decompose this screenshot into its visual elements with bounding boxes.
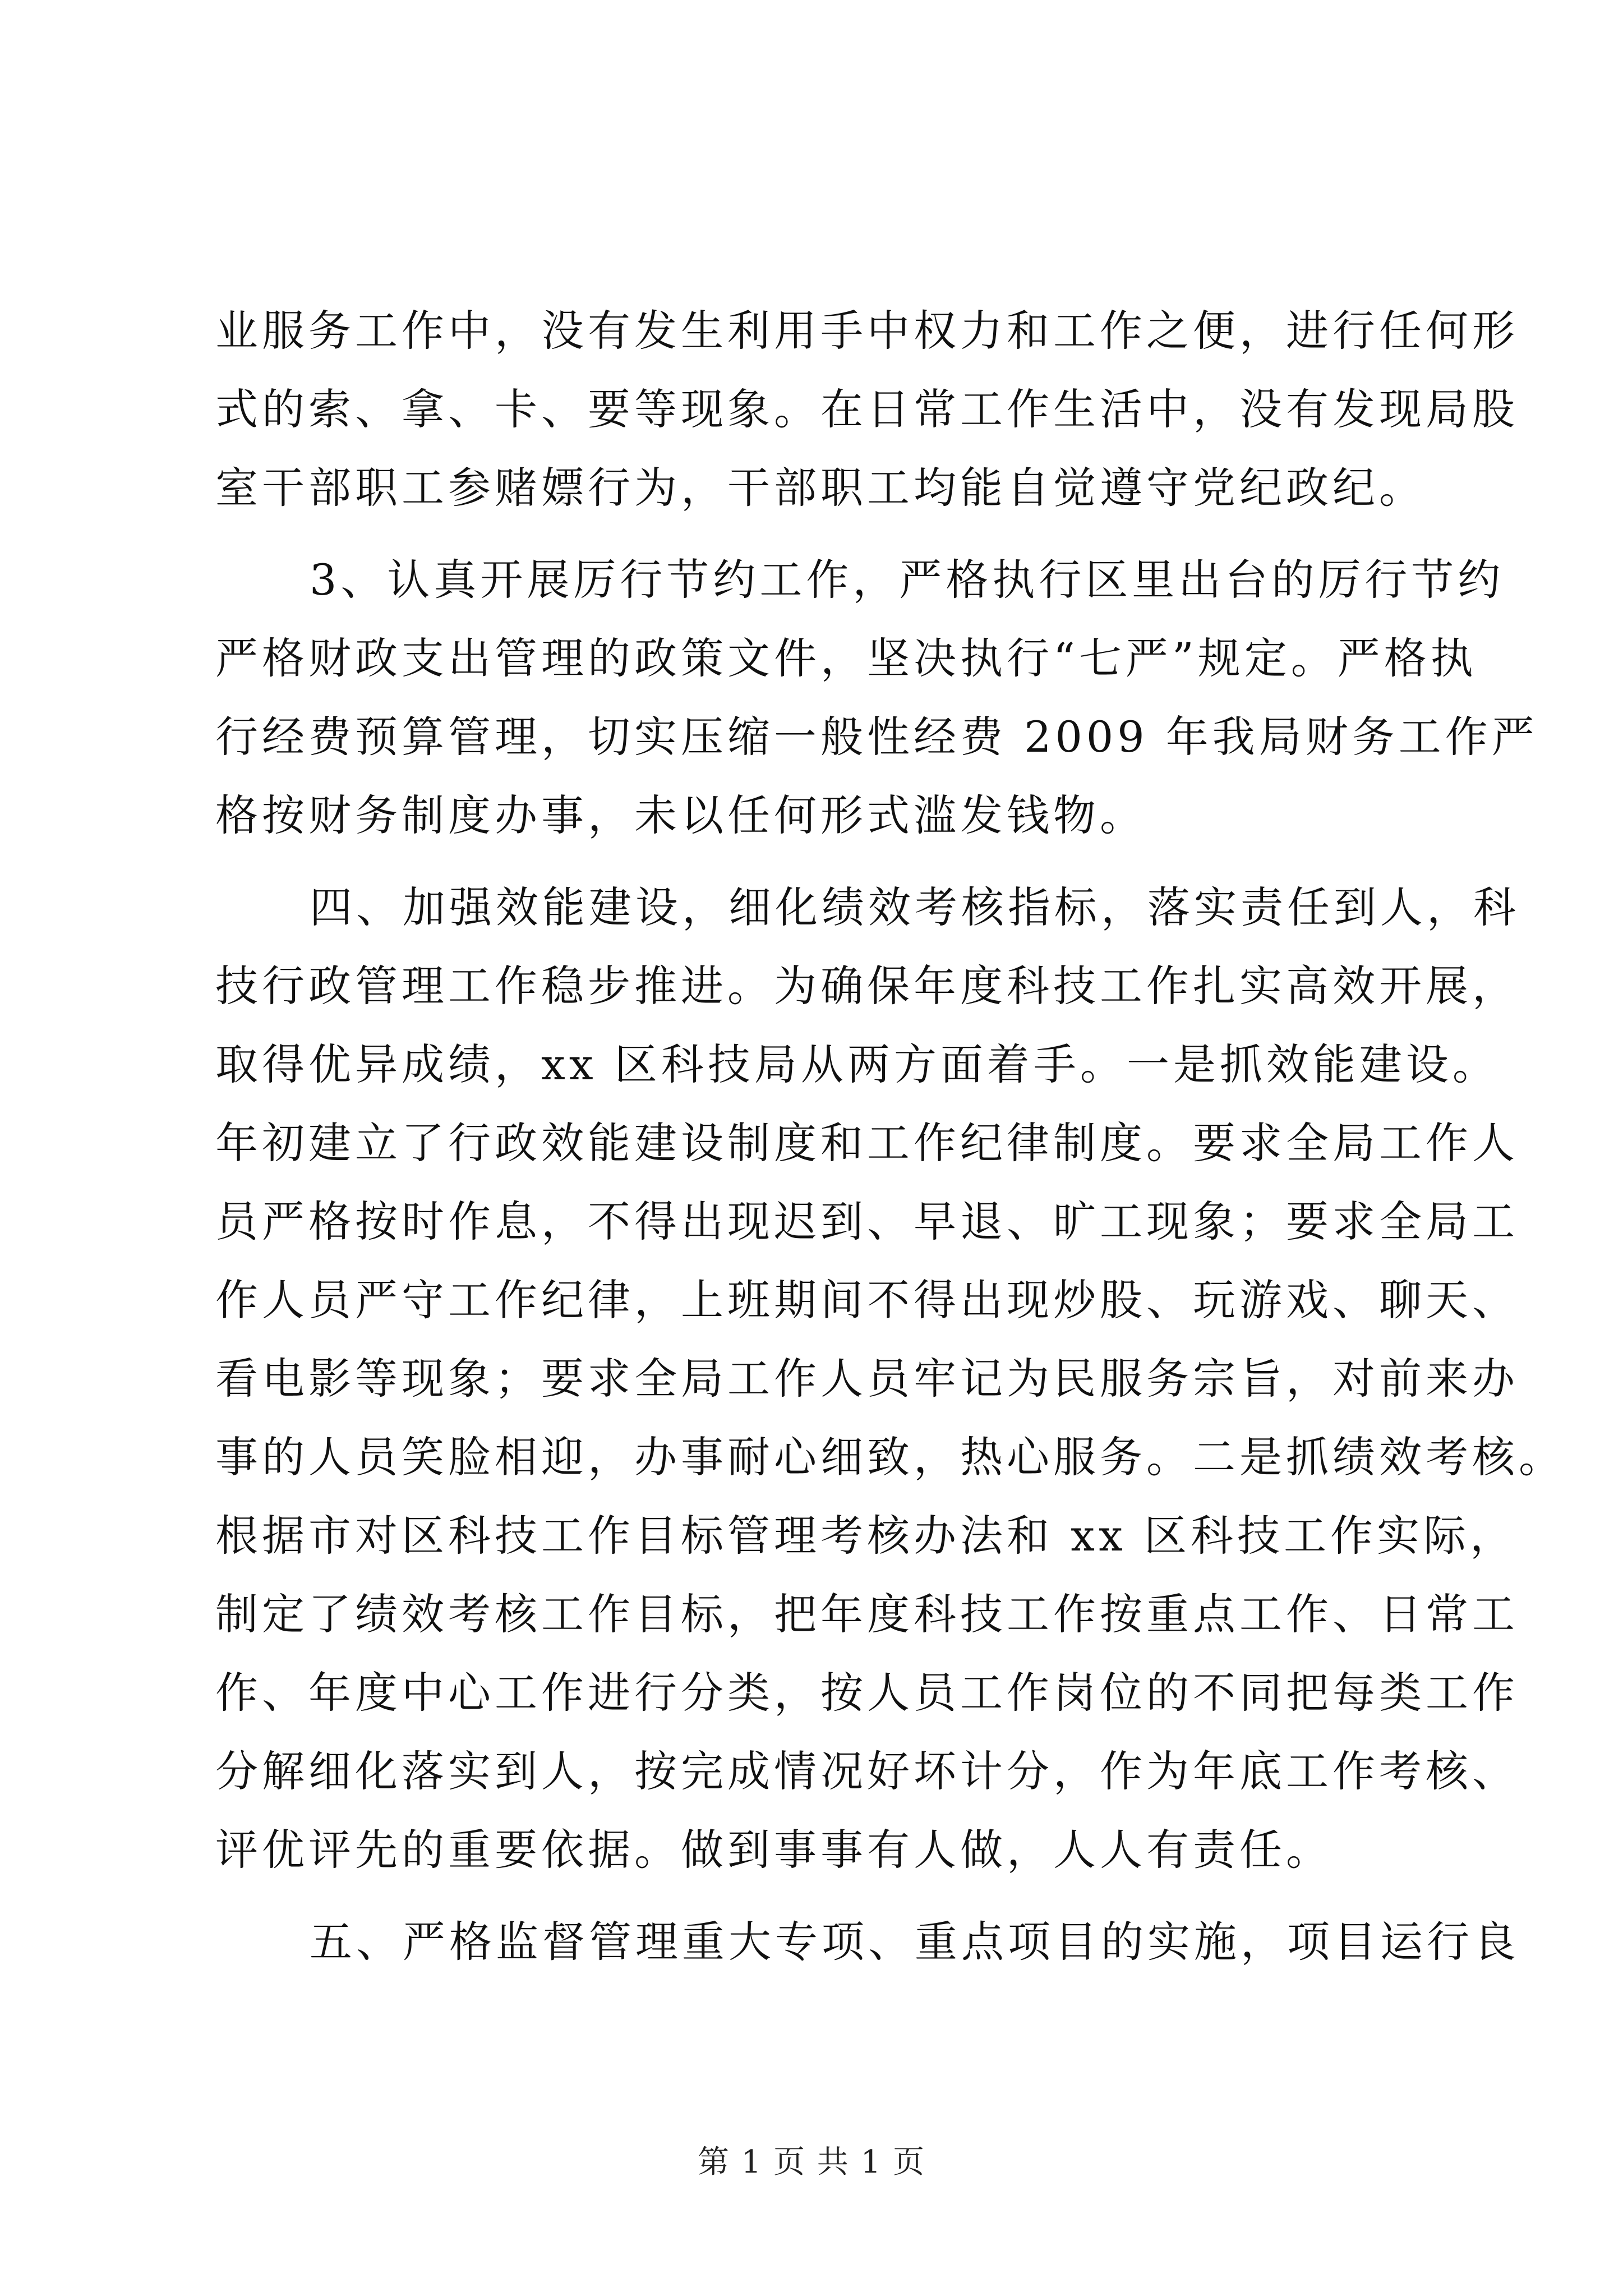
text-line: 严格财政支出管理的政策文件，坚决执行“七严”规定。严格执: [215, 633, 1477, 683]
text-line: 员严格按时作息，不得出现迟到、早退、旷工现象；要求全局工: [215, 1197, 1519, 1246]
text-line: 业服务工作中，没有发生利用手中权力和工作之便，进行任何形: [215, 306, 1519, 356]
text-line: 技行政管理工作稳步推进。为确保年度科技工作扎实高效开展，: [215, 961, 1519, 1011]
document-body: [215, 292, 1565, 1981]
text-line: 取得优异成绩，xx 区科技局从两方面着手。一是抓效能建设。: [215, 1039, 1499, 1089]
text-line: 年初建立了行政效能建设制度和工作纪律制度。要求全局工作人: [215, 1118, 1519, 1168]
text-line: 制定了绩效考核工作目标，把年度科技工作按重点工作、日常工: [215, 1589, 1519, 1639]
text-line: 式的索、拿、卡、要等现象。在日常工作生活中，没有发现局股: [215, 384, 1519, 434]
paragraph-start-line: 3、认真开展厉行节约工作，严格执行区里出台的厉行节约: [310, 555, 1505, 605]
text-line: 格按财务制度办事，未以任何形式滥发钱物。: [215, 790, 1146, 840]
text-line: 室干部职工参赌嫖行为，干部职工均能自觉遵守党纪政纪。: [215, 463, 1426, 513]
text-line: 作人员严守工作纪律，上班期间不得出现炒股、玩游戏、聊天、: [215, 1275, 1519, 1325]
paragraph-start-line: 五、严格监督管理重大专项、重点项目的实施，项目运行良: [310, 1917, 1520, 1967]
text-line: 事的人员笑脸相迎，办事耐心细致，热心服务。二是抓绩效考核。: [215, 1432, 1565, 1482]
text-line: 看电影等现象；要求全局工作人员牢记为民服务宗旨，对前来办: [215, 1354, 1519, 1404]
text-line: 行经费预算管理，切实压缩一般性经费 2009 年我局财务工作严: [215, 712, 1538, 762]
text-line: 分解细化落实到人，按完成情况好坏计分，作为年底工作考核、: [215, 1746, 1519, 1796]
paragraph-start-line: 四、加强效能建设，细化绩效考核指标，落实责任到人，科: [310, 882, 1520, 932]
page-number-label: 第 1 页 共 1 页: [697, 2144, 926, 2180]
text-line: 根据市对区科技工作目标管理考核办法和 xx 区科技工作实际，: [215, 1511, 1517, 1561]
text-line: 评优评先的重要依据。做到事事有人做，人人有责任。: [215, 1825, 1332, 1875]
page-footer: [0, 2143, 1623, 2182]
text-line: 作、年度中心工作进行分类，按人员工作岗位的不同把每类工作: [215, 1668, 1519, 1718]
